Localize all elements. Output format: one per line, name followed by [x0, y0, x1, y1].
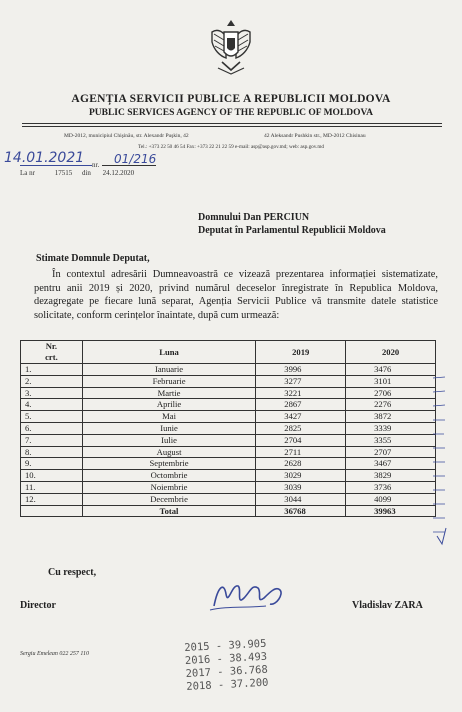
handwritten-date: 14.01.2021: [4, 150, 85, 166]
header-divider-thin: [22, 126, 442, 127]
din-date: 24.12.2020: [102, 169, 135, 177]
note-line: 2017 - 36.768: [185, 663, 269, 680]
contact-line: Tel.: +373 22 50 46 54 Fax: +373 22 21 22 59 e-mail: asp@asp.gov.md; web: asp.gov.md: [138, 144, 324, 150]
agency-name-en: PUBLIC SERVICES AGENCY OF THE REPUBLIC OF MOLDOVA: [88, 108, 374, 118]
note-line: 2016 - 38.493: [184, 650, 268, 667]
table-row: 8. August 2711 2707: [21, 446, 436, 458]
reference-line: [20, 169, 134, 177]
signer-title: Director: [20, 600, 56, 611]
nr-label: nr.: [92, 161, 100, 169]
nr-underline: [102, 165, 156, 166]
table-row: 1. Ianuarie 3996 3476: [21, 364, 436, 376]
body-paragraph: În contextul adresării Dumneavoastră ce vizează prezentarea informației sistematizate, pentru anii 2019 și 2020, privind numărul deceselor înregistrate în Republica Moldova, dezagregate pe fiecare lună separat, Agenția Servicii Publice vă transmite datele statistice solicitate, conform cerințelor înaintate, după cum urmează:: [34, 269, 438, 321]
salutation: Stimate Domnule Deputat,: [36, 253, 150, 264]
header-divider: [22, 123, 442, 124]
table-row: 12. Decembrie 3044 4099: [21, 493, 436, 505]
closing: Cu respect,: [48, 567, 97, 578]
signer-name: Vladislav ZARA: [352, 600, 423, 611]
note-line: 2015 - 39.905: [184, 637, 267, 654]
agency-name-ro: AGENȚIA SERVICII PUBLICE A REPUBLICII MOLDOVA: [71, 93, 391, 105]
din-label: din: [81, 169, 91, 177]
addressee-name: Domnului Dan PERCIUN: [198, 212, 310, 223]
address-ro: MD-2012, municipiul Chişinău, str. Alexandr Puşkin, 42: [64, 133, 189, 139]
total-label: Total: [82, 505, 255, 517]
pen-tick-marks: [433, 368, 447, 548]
table-total-row: [21, 505, 436, 517]
table-row: 7. Iulie 2704 3355: [21, 434, 436, 446]
table-row: 3. Martie 3221 2706: [21, 387, 436, 399]
table-row: 10. Octombrie 3029 3829: [21, 470, 436, 482]
header-2019: 2019: [256, 341, 346, 364]
table-header-row: [21, 341, 436, 364]
la-nr-value: 17515: [54, 169, 73, 177]
coat-of-arms-icon: [208, 18, 254, 76]
header-nr: Nr. crt.: [21, 341, 83, 364]
table-row: 11. Noiembrie 3039 3736: [21, 481, 436, 493]
address-en: 42 Aleksandr Pushkin str., MD-2012 Chisinau: [264, 133, 366, 139]
table-row: 6. Iunie 2825 3339: [21, 422, 436, 434]
signature-icon: [206, 576, 296, 616]
la-nr-label: La nr: [20, 169, 35, 177]
total-2019: 36768: [256, 505, 346, 517]
addressee-title: Deputat în Parlamentul Republicii Moldova: [198, 225, 386, 236]
handwritten-number: 01/216: [114, 152, 157, 166]
deaths-table: [20, 340, 436, 517]
table-row: 5. Mai 3427 3872: [21, 411, 436, 423]
table-row: 9. Septembrie 2628 3467: [21, 458, 436, 470]
note-line: 2018 - 37.200: [186, 676, 269, 693]
table-row: 2. Februarie 3277 3101: [21, 375, 436, 387]
date-underline: [20, 165, 92, 166]
header-luna: Luna: [82, 341, 255, 364]
executor-line: Sergiu Emelean 022 257 110: [20, 651, 89, 657]
total-2020: 39963: [346, 505, 436, 517]
header-2020: 2020: [346, 341, 436, 364]
handwritten-notes: [184, 638, 269, 694]
table-row: 4. Aprilie 2867 2276: [21, 399, 436, 411]
